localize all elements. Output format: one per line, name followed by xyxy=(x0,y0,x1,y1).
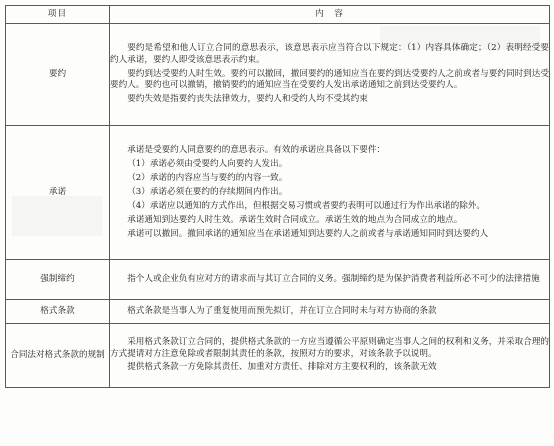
paragraph: 提供格式条款一方免除其责任、加重对方责任、排除对方主要权利的，该条款无效 xyxy=(127,362,437,373)
row-label: 强制缔约 xyxy=(6,260,110,300)
row-label: 要约 xyxy=(6,24,110,126)
table-row-standard-terms xyxy=(6,300,550,324)
paragraph: 要约失效是指要约丧失法律效力，要约人和受约人均不受其约束 xyxy=(127,94,368,105)
paragraph: 承诺通知到达要约人时生效。承诺生效时合同成立。承诺生效的地点为合同成立的地点。 xyxy=(127,214,463,225)
contract-law-table xyxy=(5,5,550,388)
row-content xyxy=(110,126,550,260)
paragraph: 指个人或企业负有应对方的请求而与其订立合同的义务。强制缔约是为保护消费者利益所必不可少的法律措施 xyxy=(127,273,540,284)
paragraph: （2）承诺的内容应当与要约的内容一致。 xyxy=(127,172,288,183)
header-item: 项目 xyxy=(6,6,110,24)
table-row-acceptance xyxy=(6,126,550,260)
row-label: 承诺 xyxy=(6,126,110,260)
row-label: 合同法对格式条款的规制 xyxy=(6,324,110,388)
row-content xyxy=(110,300,550,324)
paragraph: 采用格式条款订立合同的，提供格式条款的一方应当遵循公平原则确定当事人之间的权利和义务，并采取合理的方式提请对方注意免除或者限制其责任的条款，按照对方的要求，对该条款予以说明。 xyxy=(110,337,549,359)
table-row-compulsory-contracting xyxy=(6,260,550,300)
row-content xyxy=(110,260,550,300)
row-label: 格式条款 xyxy=(6,300,110,324)
paragraph: （1）承诺必须由受要约人向要约人发出。 xyxy=(127,158,288,169)
paragraph: （4）承诺应以通知的方式作出，但根据交易习惯或者要约表明可以通过行为作出承诺的除外。 xyxy=(127,200,486,211)
paragraph: 要约到达受要约人时生效。要约可以撤回，撤回要约的通知应当在要约到达受要约人之前或者与要约同时到达受要约人。要约也可以撤销，撤销要约的通知应当在受要约人发出承诺通知之前到达受要约人。 xyxy=(110,68,549,91)
paragraph: 格式条款是当事人为了重复使用而预先拟订，并在订立合同时未与对方协商的条款 xyxy=(127,305,437,316)
table-row-standard-terms-regulation xyxy=(6,324,550,388)
table-row-offer xyxy=(6,24,550,126)
paragraph: 要约是希望和他人订立合同的意思表示，该意思表示应当符合以下规定：（1）内容具体确定；（2）表明经受要约人承诺，要约人即受该意思表示约束。 xyxy=(110,43,549,65)
table-header-row xyxy=(6,6,550,24)
paragraph: （3）承诺必须在要约的存续期间内作出。 xyxy=(127,186,288,197)
paragraph: 承诺可以撤回。撤回承诺的通知应当在承诺通知到达要约人之前或者与承诺通知同时到达要约人 xyxy=(127,228,489,239)
row-content xyxy=(110,324,550,388)
paragraph: 承诺是受要约人同意要约的意思表示。有效的承诺应具备以下要件： xyxy=(127,145,386,156)
header-content: 内 容 xyxy=(110,6,550,24)
row-content xyxy=(110,24,550,126)
